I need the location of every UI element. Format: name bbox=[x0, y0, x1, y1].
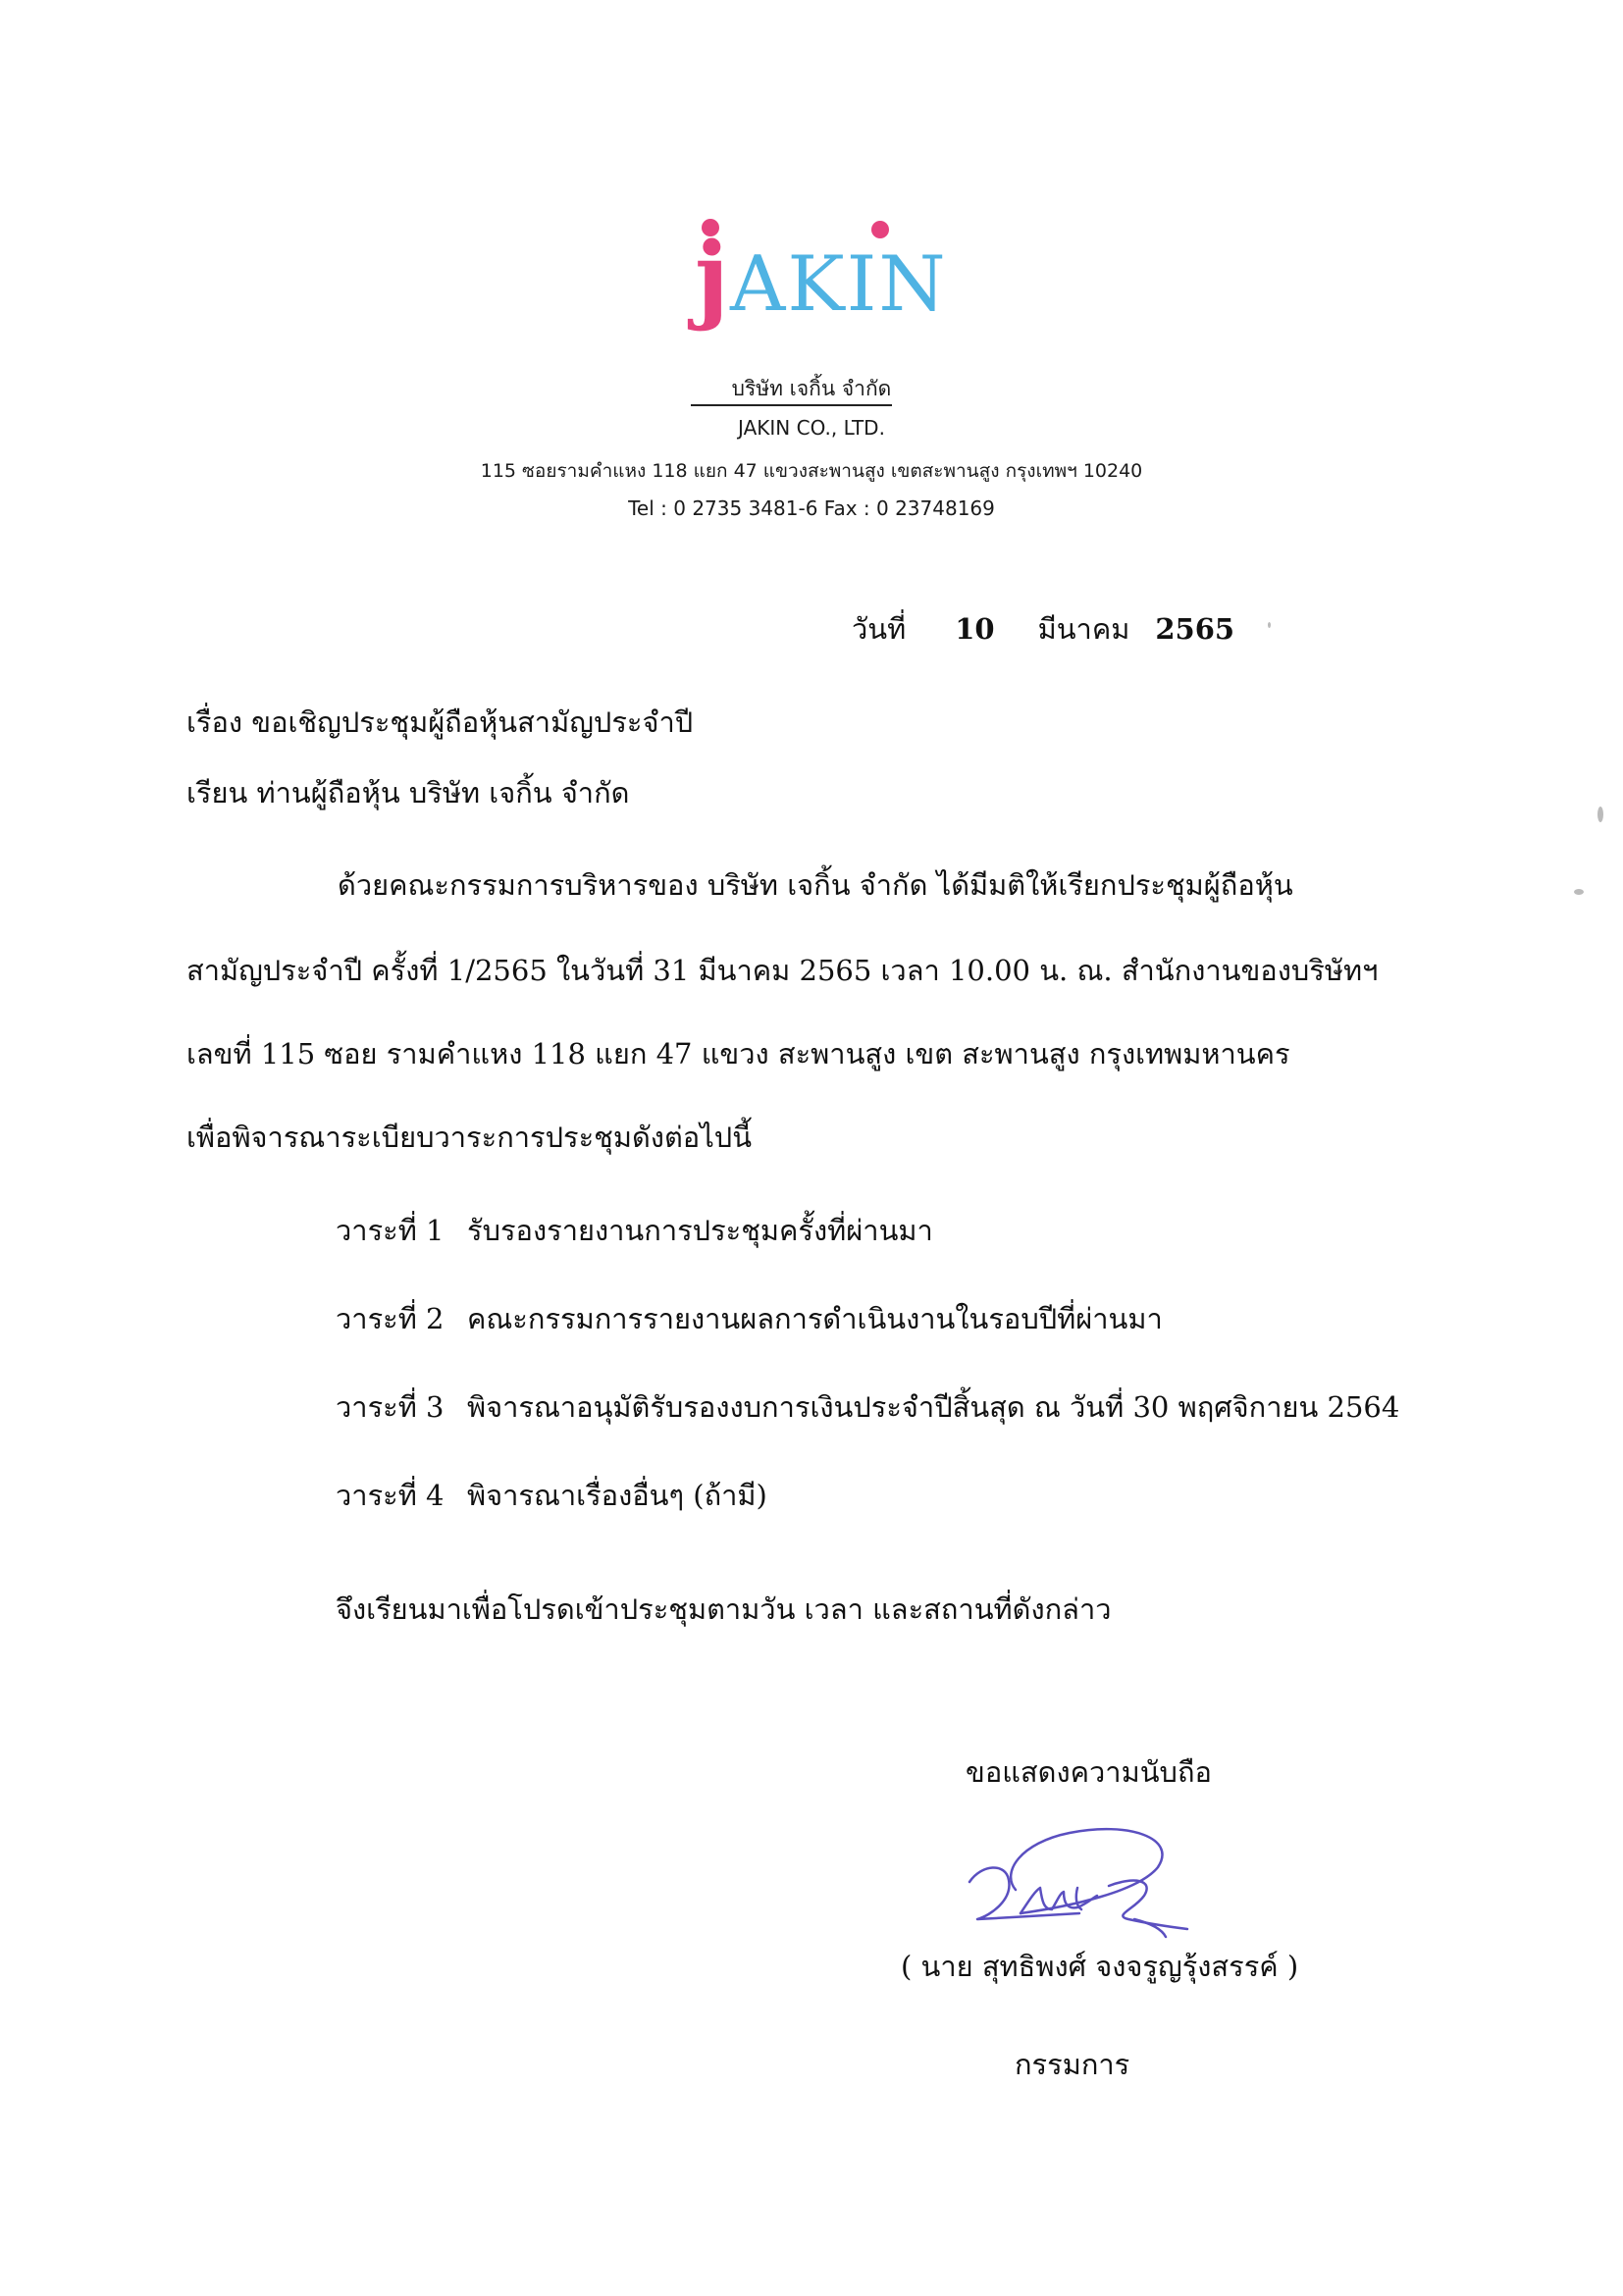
company-address: 115 ซอยรามคำแหง 118 แยก 47 แขวงสะพานสูง เขตสะพานสูง กรุงเทพฯ 10240 bbox=[480, 460, 1143, 482]
signer-name: ( นาย สุทธิพงศ์ จงจรูญรุ้งสรรค์ ) bbox=[901, 1950, 1299, 1983]
scan-speck bbox=[1574, 889, 1584, 895]
agenda-item-1-number: วาระที่ 1 bbox=[336, 1214, 445, 1247]
letter-date bbox=[852, 612, 1235, 646]
svg-text:AKIN: AKIN bbox=[730, 240, 948, 329]
date-month: มีนาคม bbox=[1037, 612, 1130, 646]
jakin-logo-graphic bbox=[687, 216, 962, 334]
handwritten-signature bbox=[962, 1813, 1217, 1941]
agenda-item-4-text: พิจารณาเรื่องอื่นๆ (ถ้ามี) bbox=[467, 1479, 767, 1512]
agenda-item-3-text: พิจารณาอนุมัติรับรองงบการเงินประจำปีสิ้นสุด ณ วันที่ 30 พฤศจิกายน 2564 bbox=[467, 1390, 1400, 1424]
svg-text:j: j bbox=[695, 222, 729, 333]
agenda-item-2-number: วาระที่ 2 bbox=[336, 1302, 445, 1335]
date-year: 2565 bbox=[1155, 612, 1235, 646]
letter-subject: เรื่อง ขอเชิญประชุมผู้ถือหุ้นสามัญประจำปี bbox=[186, 705, 694, 739]
agenda-item-1-text: รับรองรายงานการประชุมครั้งที่ผ่านมา bbox=[467, 1214, 933, 1247]
company-name-thai: บริษัท เจกิ้น จำกัด bbox=[731, 377, 892, 400]
letterhead-rule bbox=[691, 404, 892, 406]
agenda-item-4-number: วาระที่ 4 bbox=[336, 1479, 445, 1512]
agenda-item-3-number: วาระที่ 3 bbox=[336, 1390, 445, 1424]
scan-speck bbox=[1268, 622, 1271, 628]
body-line-4: เพื่อพิจารณาระเบียบวาระการประชุมดังต่อไปนี้ bbox=[186, 1121, 753, 1154]
closing-sentence: จึงเรียนมาเพื่อโปรดเข้าประชุมตามวัน เวลา และสถานที่ดังกล่าว bbox=[336, 1592, 1112, 1626]
agenda-item-2-text: คณะกรรมการรายงานผลการดำเนินงานในรอบปีที่ผ่านมา bbox=[467, 1302, 1163, 1335]
date-day: 10 bbox=[955, 612, 995, 646]
body-line-1: ด้วยคณะกรรมการบริหารของ บริษัท เจกิ้น จำกัด ได้มีมติให้เรียกประชุมผู้ถือหุ้น bbox=[338, 868, 1293, 902]
signer-title: กรรมการ bbox=[1015, 2048, 1130, 2081]
company-name-english: JAKIN CO., LTD. bbox=[738, 416, 885, 440]
company-contact: Tel : 0 2735 3481-6 Fax : 0 23748169 bbox=[628, 496, 995, 520]
letter-recipient: เรียน ท่านผู้ถือหุ้น บริษัท เจกิ้น จำกัด bbox=[186, 776, 630, 809]
regards-line: ขอแสดงความนับถือ bbox=[966, 1755, 1212, 1789]
company-logo bbox=[687, 216, 962, 334]
scan-speck bbox=[1597, 807, 1603, 822]
body-line-2: สามัญประจำปี ครั้งที่ 1/2565 ในวันที่ 31 มีนาคม 2565 เวลา 10.00 น. ณ. สำนักงานของบริษัทฯ bbox=[186, 954, 1379, 987]
body-line-3: เลขที่ 115 ซอย รามคำแหง 118 แยก 47 แขวง สะพานสูง เขต สะพานสูง กรุงเทพมหานคร bbox=[186, 1037, 1290, 1070]
date-label: วันที่ bbox=[852, 612, 907, 646]
